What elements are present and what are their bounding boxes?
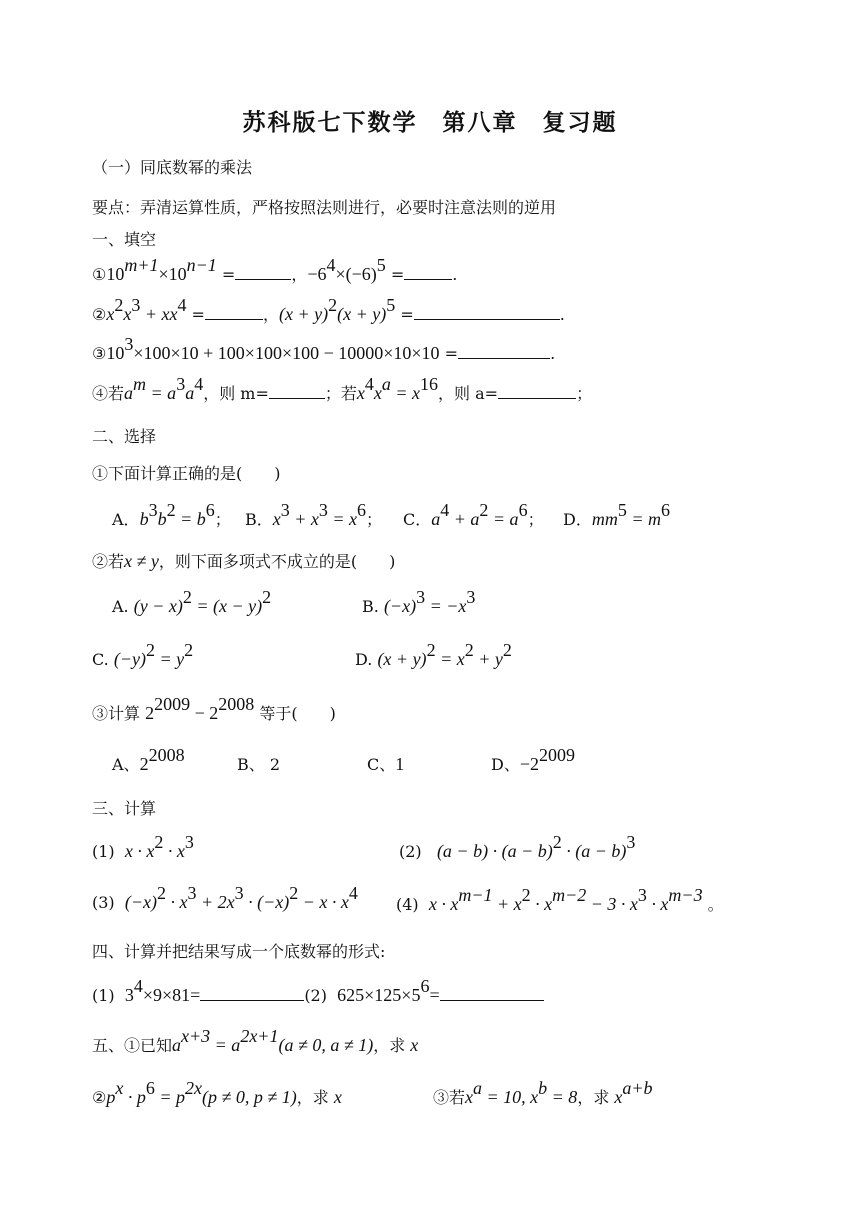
- part5-q1: 五、①已知$a^{x+3} = a^{2x+1}(a \ne 0$, a ≠ 1)，求 x: [92, 1026, 419, 1055]
- power-form-row: (1) $3^4\times 9\times 81= (2)$ $625\times 125\times 5^6=$: [92, 984, 544, 1006]
- part5-q3: ③若$x^a = 10$, $x^b = 8$，求 $x^{a+b}$: [433, 1078, 653, 1107]
- calc-q3: (3) $(-x)^2 \cdot x^3 + 2x^3 \cdot (-x)^2 - x \cdot x^4$: [92, 883, 358, 912]
- choice-q3-option-b[interactable]: B、 2: [237, 755, 281, 774]
- choice-q2-option-b[interactable]: B. $(-x)^3 = -x^3$: [362, 587, 476, 616]
- part2-heading: 二、选择: [92, 427, 157, 446]
- answer-blank[interactable]: [414, 305, 560, 320]
- choice-q3-option-d[interactable]: D、$-2^{2009}$: [491, 745, 575, 774]
- calc-q2: (2) $(a - b) \cdot (a - b)^2 \cdot (a - b)^3$: [399, 832, 636, 861]
- part5-q2: $②p^x \cdot p^6 = p^{2x}(p \ne 0$, p ≠ 1)，求 x: [92, 1078, 342, 1107]
- part3-heading: 三、计算: [92, 799, 157, 818]
- choice-q2-option-d[interactable]: D. $(x + y)^2 = x^2 + y^2$: [355, 640, 512, 669]
- choice-q2-stem: ②若x ≠ y，则下面多项式不成立的是( ): [92, 551, 396, 571]
- fill-q4: ④若$a^m = a^3a^4$，则 m= ；若$x^4x^a = x^{16}$，则 a= ；: [92, 374, 593, 403]
- calc-q4: (4) $x \cdot x^{m-1} + x^2 \cdot x^{m-2} - 3 \cdot x^3 \cdot x^{m-3}$ 。: [396, 885, 724, 914]
- choice-q1-option-a[interactable]: A．$b^3b^2 = b^6$；: [112, 500, 231, 529]
- answer-blank[interactable]: [200, 984, 304, 1001]
- answer-blank[interactable]: [235, 265, 291, 280]
- answer-blank[interactable]: [440, 984, 544, 1001]
- answer-blank[interactable]: [205, 305, 263, 320]
- choice-q3-option-a[interactable]: A、$2^{2008}$: [112, 745, 185, 774]
- section-heading: （一）同底数幂的乘法: [92, 158, 253, 177]
- choice-q1-option-b[interactable]: B．$x^3 + x^3 = x^6$；: [245, 500, 383, 529]
- page-title: 苏科版七下数学 第八章 复习题: [242, 109, 618, 136]
- calc-q1: (1) $x \cdot x^2 \cdot x^3$: [92, 832, 194, 861]
- choice-q3-stem: ③计算 $2^{2009} - 2^{2008}$ 等于( ): [92, 694, 336, 723]
- part1-heading: 一、填空: [92, 230, 157, 249]
- answer-blank[interactable]: [458, 344, 550, 359]
- choice-q2-option-c[interactable]: C. $(-y)^2 = y^2$: [92, 640, 194, 669]
- fill-q1: $①10^{m+1}\times 10^{n-1}$ = ，$-6^4\times(-6)^5$ = .: [92, 255, 458, 284]
- fill-q2: $②x^2x^3 + xx^4$ = ，$(x + y)^2(x + y)^5$ = .: [92, 295, 565, 324]
- answer-blank[interactable]: [269, 384, 325, 399]
- choice-q1-option-c[interactable]: C．$a^4 + a^2 = a^6$；: [403, 500, 544, 529]
- choice-q2-option-a[interactable]: A. $(y - x)^2 = (x - y)^2$: [112, 587, 272, 616]
- answer-blank[interactable]: [498, 384, 576, 399]
- part4-heading: 四、计算并把结果写成一个底数幂的形式:: [92, 942, 386, 961]
- fill-q3: $③10^3\times 100\times 10 + 100\times 100\times 100 - 10000\times 10\times 10$ = .: [92, 334, 556, 363]
- choice-q3-option-c[interactable]: C、1: [367, 754, 405, 774]
- key-points: 要点：弄清运算性质，严格按照法则进行，必要时注意法则的逆用: [92, 198, 557, 217]
- choice-q1-stem: ①下面计算正确的是( ): [92, 464, 281, 483]
- choice-q1-option-d[interactable]: D．$mm^5 = m^6$: [563, 500, 670, 529]
- answer-blank[interactable]: [404, 265, 452, 280]
